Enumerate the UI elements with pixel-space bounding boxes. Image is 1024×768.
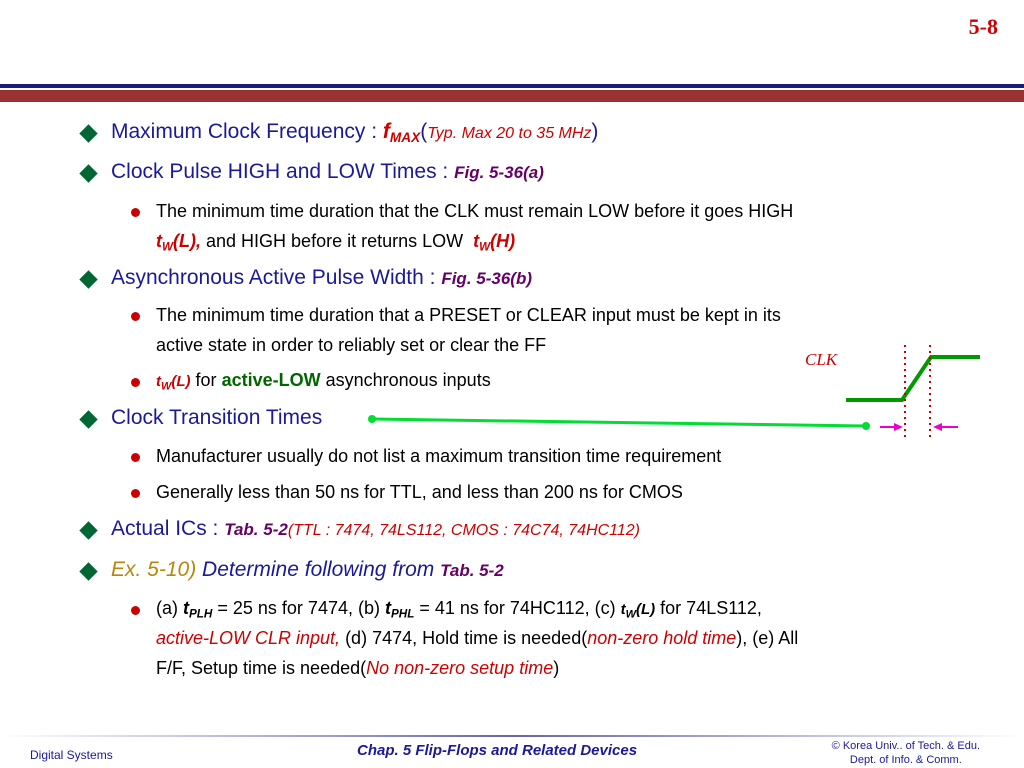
tw-active-low-line: $t_W(L)$ for active-LOW asynchronous inputs bbox=[156, 370, 491, 393]
manufacturer-line: Manufacturer usually do not list a maximum transition time requirement bbox=[156, 446, 722, 466]
pointer-end-dot bbox=[862, 422, 870, 430]
clock-pulse-times-line: Clock Pulse HIGH and LOW Times : Fig. 5-36(a) bbox=[111, 160, 544, 183]
left-arrowhead-icon bbox=[894, 423, 903, 431]
actual-ics-line: Actual ICs : Tab. 5-2(TTL : 7474, 74LS112, CMOS : 74C74, 74HC112) bbox=[111, 517, 640, 540]
max-clock-frequency-line: Maximum Clock Frequency : $f_{MAX}(Typ$. Max 20 to 35 MHz) bbox=[111, 120, 599, 146]
clk-waveform bbox=[846, 357, 980, 400]
answer-line-3: F/F, Setup time is needed(No non-zero setup time) bbox=[156, 658, 560, 678]
footer-chapter-title: Chap. 5 Flip-Flops and Related Devices bbox=[357, 742, 638, 759]
less-than-line: Generally less than 50 ns for TTL, and less than 200 ns for CMOS bbox=[156, 482, 683, 502]
preset-clear-line: The minimum time duration that a PRESET or CLEAR input must be kept in its bbox=[156, 305, 781, 325]
footer-left: Digital Systems bbox=[30, 748, 113, 762]
footer-copyright: © Korea Univ.. of Tech. & Edu. Dept. of Info. & Comm. bbox=[831, 740, 980, 766]
pointer-start-dot bbox=[368, 415, 376, 423]
answer-line-1: (a) $t_{PLH} = 25$ ns for 7474, (b) $t_{PHL} = 41$ ns for 74HC112, (c) $t_W(L)$ for 74LS112, bbox=[156, 598, 762, 621]
async-pulse-width-line: Asynchronous Active Pulse Width : Fig. 5-36(b) bbox=[111, 266, 532, 289]
right-arrowhead-icon bbox=[933, 423, 942, 431]
answer-line-2: active-LOW CLR input, (d) 7474, Hold time is needed(non-zero hold time), (e) All bbox=[156, 628, 799, 648]
clock-transition-times-line: Clock Transition Times bbox=[111, 406, 323, 429]
pointer-line bbox=[372, 419, 866, 426]
slide-number: 5-8 bbox=[968, 14, 998, 39]
active-state-line: active state in order to reliably set or clear the FF bbox=[156, 335, 547, 355]
footer-rule bbox=[0, 735, 1024, 737]
tw-low-high-line: $t_W(L)$, and HIGH before it returns LOW $t_W(H)$ bbox=[156, 231, 516, 254]
example-line: Ex. 5-10) Determine following from Tab. 5-2 bbox=[111, 558, 504, 581]
min-time-duration-line: The minimum time duration that the CLK must remain LOW before it goes HIGH bbox=[156, 201, 794, 221]
clk-label: CLK bbox=[805, 350, 838, 369]
